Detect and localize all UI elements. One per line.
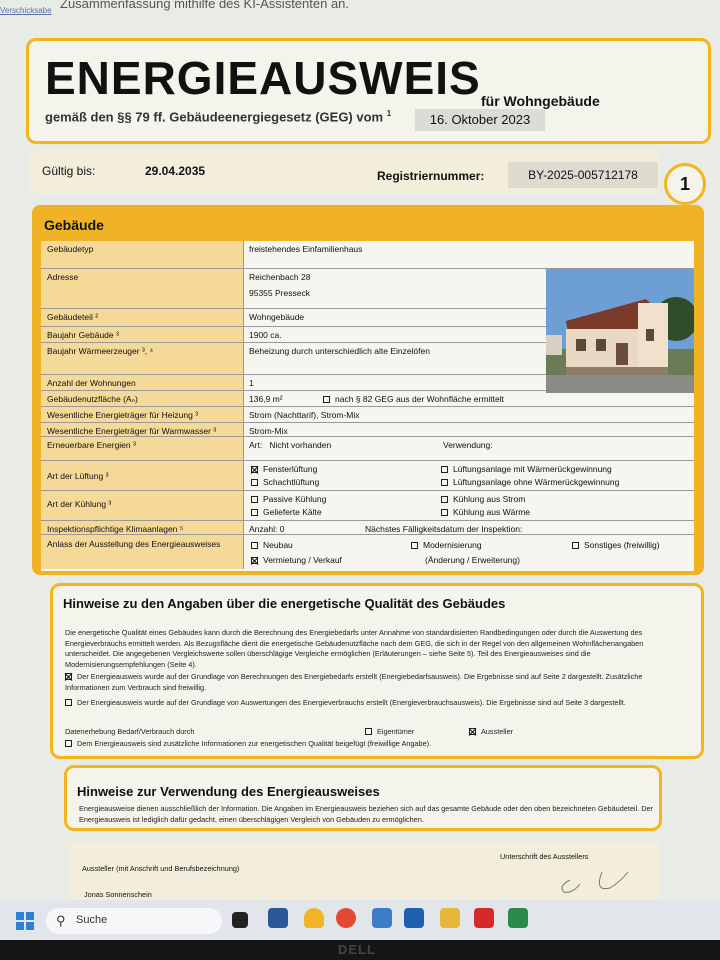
row-value bbox=[247, 391, 504, 404]
option-label: Schachtlüftung bbox=[263, 477, 320, 487]
row-value: 1900 ca. bbox=[249, 330, 282, 340]
aircon-count: Anzahl: 0 bbox=[249, 524, 285, 534]
windows-start-icon[interactable] bbox=[16, 912, 34, 930]
issuer-option: Aussteller bbox=[481, 727, 514, 736]
file-explorer-icon[interactable] bbox=[440, 908, 460, 928]
row-key: Gebäudeteil ² bbox=[41, 309, 244, 326]
excel-icon[interactable] bbox=[508, 908, 528, 928]
row-value: freistehendes Einfamilienhaus bbox=[249, 244, 363, 254]
consumption-option bbox=[65, 698, 689, 709]
renewable-use-label: Verwendung: bbox=[443, 440, 493, 450]
row-key: Gebäudetyp bbox=[41, 241, 244, 268]
monitor-bezel bbox=[0, 940, 720, 960]
row-key: Wesentliche Energieträger für Warmwasser ³ bbox=[41, 423, 244, 436]
row-key: Inspektionspflichtige Klimaanlagen ⁵ bbox=[41, 521, 244, 534]
law-text: gemäß den §§ 79 ff. Gebäudeenergiegesetz (GEG) vom bbox=[45, 109, 384, 125]
checkbox[interactable] bbox=[441, 509, 448, 516]
option-label: Fensterlüftung bbox=[263, 464, 318, 474]
building-section-title: Gebäude bbox=[44, 217, 104, 233]
demand-option bbox=[65, 672, 689, 693]
top-banner-text: Zusammenfassung mithilfe des KI-Assistenten an. bbox=[60, 0, 350, 11]
issuer-label: Aussteller (mit Anschrift und Berufsbezeichnung) bbox=[82, 864, 240, 873]
row-key: Adresse bbox=[41, 269, 244, 308]
row-key: Anlass der Ausstellung des Energieausweises bbox=[41, 535, 244, 569]
checkbox[interactable] bbox=[441, 479, 448, 486]
option-label: Lüftungsanlage ohne Wärmerückgewinnung bbox=[453, 477, 620, 487]
row-key: Art der Lüftung ³ bbox=[41, 461, 244, 490]
row-value: Wohngebäude bbox=[249, 312, 305, 322]
checkbox-checked[interactable] bbox=[251, 557, 258, 564]
registration-label: Registriernummer: bbox=[377, 169, 485, 183]
row-key: Art der Kühlung ³ bbox=[41, 491, 244, 520]
row-key: Gebäudenutzfläche (Aₙ) bbox=[41, 391, 244, 406]
page-number-badge: 1 bbox=[664, 163, 706, 205]
checkbox-checked[interactable] bbox=[65, 673, 72, 680]
checkbox[interactable] bbox=[441, 496, 448, 503]
law-date: 16. Oktober 2023 bbox=[415, 109, 545, 131]
row-value bbox=[247, 461, 687, 487]
checkbox-checked[interactable] bbox=[251, 466, 258, 473]
usage-notes-title: Hinweise zur Verwendung des Energieausweises bbox=[77, 784, 380, 799]
checkbox[interactable] bbox=[251, 479, 258, 486]
option-label: Modernisierung bbox=[423, 540, 482, 550]
additional-info-text: Dem Energieausweis sind zusätzliche Informationen zur energetischen Qualität beigefügt (freiwillige Angabe). bbox=[77, 739, 432, 748]
demand-option-text: Der Energieausweis wurde auf der Grundlage von Berechnungen des Energiebedarfs erstellt (Energiebedarfsausweis). Die Ergebnisse sind auf Seite 2 dargestellt. Zusätzliche Informationen zum Verbrauch sind freiwillig. bbox=[65, 672, 643, 692]
checkbox[interactable] bbox=[365, 728, 372, 735]
building-section bbox=[32, 205, 704, 575]
additional-info-option bbox=[65, 739, 689, 750]
building-table bbox=[41, 241, 694, 571]
row-building-type bbox=[41, 241, 694, 269]
option-label: Vermietung / Verkauf bbox=[263, 555, 342, 565]
data-collection-label: Datenerhebung Bedarf/Verbrauch durch bbox=[65, 727, 195, 736]
outlook-mail-icon[interactable] bbox=[404, 908, 424, 928]
option-label: Kühlung aus Strom bbox=[453, 494, 526, 504]
valid-until-label: Gültig bis: bbox=[42, 164, 96, 178]
address-street: Reichenbach 28 bbox=[249, 272, 311, 282]
row-value bbox=[247, 521, 687, 534]
row-value bbox=[247, 437, 687, 450]
row-key: Baujahr Wärmeerzeuger ³, ⁴ bbox=[41, 343, 244, 374]
monitor-brand-logo: DELL bbox=[338, 942, 376, 957]
valid-until-value: 29.04.2035 bbox=[145, 164, 206, 178]
usage-notes-paragraph: Energieausweise dienen ausschließlich der Information. Die Angaben im Energieausweis beziehen sich auf das gesamte Gebäude oder den oben bezeichneten Gebäudeteil. Der Energieausweis ist lediglich dafür gedacht, einen überschlägigen Vergleich von Gebäuden zu ermöglichen. bbox=[79, 804, 653, 824]
checkbox[interactable] bbox=[323, 396, 330, 403]
consumption-option-text: Der Energieausweis wurde auf der Grundlage von Auswertungen des Energieverbrauchs erstellt (Energieverbrauchsausweis). Die Ergebnisse sind auf Seite 3 dargestellt. bbox=[77, 698, 626, 707]
aircon-next-inspection: Nächstes Fälligkeitsdatum der Inspektion: bbox=[365, 524, 523, 534]
signature-label: Unterschrift des Ausstellers bbox=[500, 852, 589, 861]
row-ventilation bbox=[41, 461, 694, 491]
acrobat-icon[interactable] bbox=[474, 908, 494, 928]
checkbox[interactable] bbox=[251, 509, 258, 516]
chrome-icon[interactable] bbox=[336, 908, 356, 928]
checkbox[interactable] bbox=[441, 466, 448, 473]
checkbox[interactable] bbox=[411, 542, 418, 549]
header-panel bbox=[26, 38, 711, 144]
house-photo-graphic bbox=[546, 269, 694, 393]
row-water-carrier bbox=[41, 423, 694, 437]
row-value bbox=[247, 535, 687, 565]
option-label: Gelieferte Kälte bbox=[263, 507, 322, 517]
registration-value: BY-2025-005712178 bbox=[508, 162, 658, 188]
row-renewables bbox=[41, 437, 694, 461]
row-value bbox=[247, 269, 310, 298]
row-key: Wesentliche Energieträger für Heizung ³ bbox=[41, 407, 244, 422]
row-value: Strom-Mix bbox=[249, 426, 288, 436]
building-photo bbox=[546, 269, 694, 393]
renewable-type-label: Art: bbox=[249, 440, 263, 450]
issuer-name: Jonas Sonnenschein bbox=[84, 890, 152, 899]
row-key: Anzahl der Wohnungen bbox=[41, 375, 244, 390]
taskbar bbox=[0, 900, 720, 940]
row-occasion bbox=[41, 535, 694, 569]
quality-notes-paragraph: Die energetische Qualität eines Gebäudes kann durch die Berechnung des Energiebedarfs unter Annahme von standardisierten Randbedingungen oder durch die Auswertung des Energieverbrauchs ermittelt werden. Als Bezugsfläche dient die energetische Gebäudenutzfläche nach dem GEG, die sich in der Regel von den allgemeinen Wohnflächenangaben unterscheidet. Die angegebenen Vergleichswerte sollen überschlägige Vergleiche ermöglichen (Erläuterungen – siehe Seite 5). Teil des Energieausweises sind die Modernisierungsempfehlungen (Seite 4). bbox=[65, 628, 644, 669]
checkbox[interactable] bbox=[65, 699, 72, 706]
row-aircon bbox=[41, 521, 694, 535]
data-collection-line bbox=[65, 727, 689, 738]
checkbox-checked[interactable] bbox=[469, 728, 476, 735]
row-floor-area bbox=[41, 391, 694, 407]
row-key: Baujahr Gebäude ³ bbox=[41, 327, 244, 342]
row-heating-carrier bbox=[41, 407, 694, 423]
option-label: Sonstiges (freiwillig) bbox=[584, 540, 660, 550]
option-label: (Änderung / Erweiterung) bbox=[425, 555, 520, 565]
checkbox[interactable] bbox=[65, 740, 72, 747]
checkbox[interactable] bbox=[251, 542, 258, 549]
quality-notes-title: Hinweise zu den Angaben über die energetische Qualität des Gebäudes bbox=[63, 596, 506, 611]
checkbox[interactable] bbox=[251, 496, 258, 503]
task-view-icon[interactable] bbox=[232, 912, 248, 928]
usage-notes-panel bbox=[64, 765, 662, 831]
row-value: Beheizung durch unterschiedlich alte Einzelöfen bbox=[249, 346, 430, 356]
top-cut-text bbox=[0, 0, 720, 14]
floor-area-note: nach § 82 GEG aus der Wohnfläche ermittelt bbox=[335, 394, 504, 404]
quality-notes-panel bbox=[50, 583, 704, 759]
option-label: Lüftungsanlage mit Wärmerückgewinnung bbox=[453, 464, 612, 474]
row-key: Erneuerbare Energien ³ bbox=[41, 437, 244, 460]
law-footnote: 1 bbox=[386, 109, 392, 118]
address-city: 95355 Presseck bbox=[249, 288, 310, 298]
option-label: Kühlung aus Wärme bbox=[453, 507, 531, 517]
row-value: 1 bbox=[249, 378, 254, 388]
row-value bbox=[247, 491, 687, 517]
document-title: ENERGIEAUSWEIS bbox=[45, 52, 481, 104]
search-icon: ⚲ bbox=[56, 913, 66, 928]
top-link[interactable]: Verschicksabe bbox=[0, 6, 52, 15]
renewable-type-value: Nicht vorhanden bbox=[269, 440, 332, 450]
search-placeholder: Suche bbox=[76, 914, 108, 926]
checkbox[interactable] bbox=[572, 542, 579, 549]
row-value: Strom (Nachttarif), Strom-Mix bbox=[249, 410, 360, 420]
signature-graphic bbox=[550, 866, 640, 896]
taskbar-search[interactable] bbox=[46, 908, 222, 934]
app-icon[interactable] bbox=[304, 908, 324, 928]
option-label: Passive Kühlung bbox=[263, 494, 327, 504]
issuer-block bbox=[70, 842, 660, 900]
document-subtype: für Wohngebäude bbox=[481, 93, 600, 109]
outlook-icon[interactable] bbox=[372, 908, 392, 928]
row-cooling bbox=[41, 491, 694, 521]
validity-bar bbox=[30, 150, 660, 194]
owner-option: Eigentümer bbox=[377, 727, 415, 736]
floor-area-value: 136,9 m² bbox=[249, 394, 283, 404]
law-reference bbox=[45, 109, 391, 124]
teams-icon[interactable] bbox=[268, 908, 288, 928]
option-label: Neubau bbox=[263, 540, 293, 550]
